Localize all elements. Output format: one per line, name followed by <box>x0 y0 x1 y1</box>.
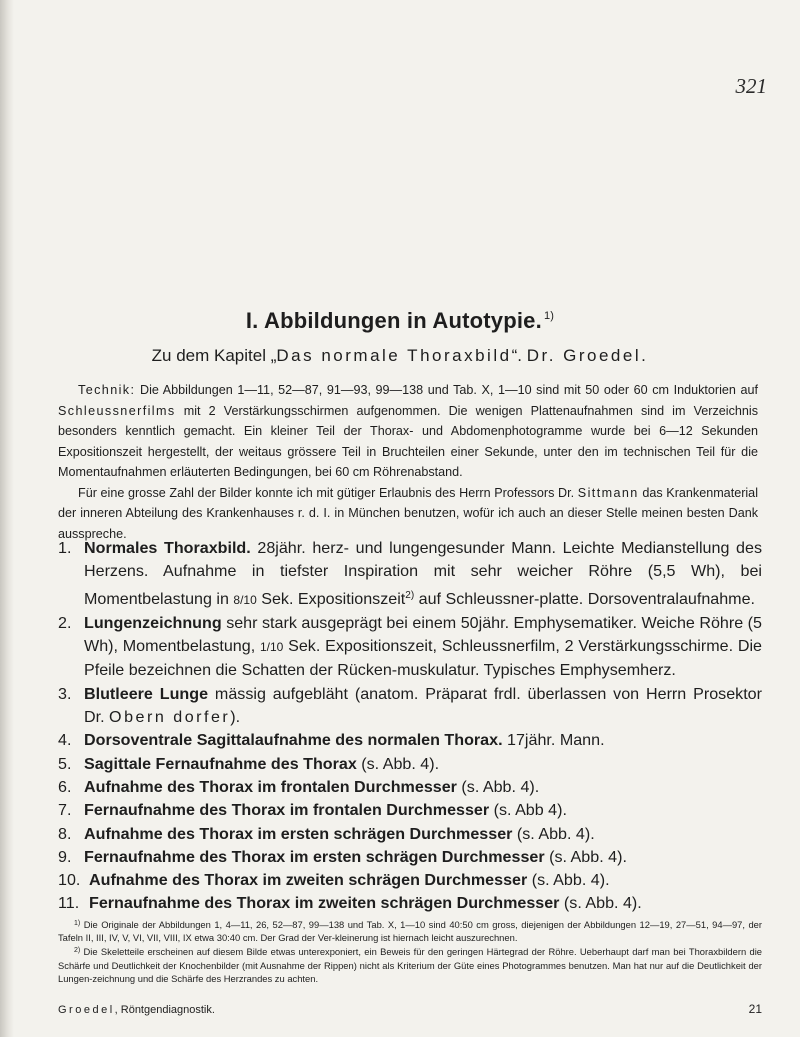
person-name: Obern dorfer <box>109 708 231 727</box>
figure-item <box>58 846 762 869</box>
item-number: 6. <box>58 777 72 796</box>
figure-item <box>58 753 762 776</box>
intro-text-run: Für eine grosse Zahl der Bilder konnte ich mit gütiger Erlaubnis des Herrn Professors Dr. <box>78 485 578 500</box>
item-title: Blutleere Lunge <box>84 684 209 703</box>
item-number: 4. <box>58 731 72 750</box>
intro-paragraph-thanks <box>58 483 758 545</box>
item-text: Sek. Expositionszeit, Schleussnerfilm, 2 Verstärkungsschirme. Die Pfeile bezeichnen die Schatten der Rücken-muskulatur. Typisches Emphysemherz. <box>84 637 762 680</box>
chapter-prefix: Zu dem Kapitel „ <box>151 346 277 365</box>
figure-item <box>58 776 762 799</box>
intro-text <box>58 380 758 544</box>
person-name: Sittmann <box>577 485 639 500</box>
item-text: 28jähr. herz- und lungengesunder Mann. Leichte Medianstellung des Herzens. Aufnahme in tiefster Inspiration mit sehr weicher Röhre (5,5 Wh), bei Momentbelastung in <box>84 539 762 608</box>
item-text: ). <box>230 708 241 727</box>
item-text: (s. Abb 4). <box>489 801 567 820</box>
chapter-title: Das normale Thoraxbild <box>276 346 512 365</box>
item-number: 11. <box>58 894 80 913</box>
item-number: 10. <box>58 871 81 890</box>
item-title: Fernaufnahme des Thorax im ersten schrägen Durchmesser <box>84 847 545 866</box>
chapter-line <box>0 346 800 366</box>
item-text: mässig aufgebläht (anatom. Präparat frdl. überlassen von Herrn Prosektor Dr. <box>84 684 762 727</box>
footnote-text: Die Skeletteile erscheinen auf diesem Bilde etwas unterexponiert, ein Beweis für den geringen Härtegrad der Röhre. Ueberhaupt darf man bei Thoraxbildern die Schärfe und Deutlichkeit der Knochenbilder (mit Ausnahme der Rippen) nicht als Kriterium der Güte eines Photogrammes benutzen. Man hat nur auf die Deutlichkeit der Lungen-zeichnung und die Schärfe des Herzrandes zu achten. <box>58 946 762 984</box>
chapter-author: Dr. Groedel. <box>526 346 649 365</box>
item-number: 2. <box>58 613 72 632</box>
item-fraction: 1/10 <box>259 640 284 655</box>
film-name: Schleussnerfilms <box>58 403 176 418</box>
footnote-mark: 2) <box>74 947 81 955</box>
figure-item <box>58 537 762 612</box>
technik-label: Technik: <box>78 383 136 397</box>
item-text: (s. Abb. 4). <box>559 894 642 913</box>
item-text: (s. Abb. 4). <box>527 871 610 890</box>
item-title: Fernaufnahme des Thorax im zweiten schrägen Durchmesser <box>89 894 560 913</box>
figure-item <box>58 823 762 846</box>
footer-author: Groedel <box>58 1004 115 1016</box>
figure-item <box>58 729 762 752</box>
item-fraction: 8/10 <box>233 592 257 607</box>
section-heading-text: I. Abbildungen in Autotypie. <box>245 308 542 333</box>
chapter-suffix: “. <box>511 346 522 365</box>
item-text: (s. Abb. 4). <box>544 847 627 866</box>
item-text: (s. Abb. 4). <box>356 754 440 773</box>
item-title: Aufnahme des Thorax im frontalen Durchmesser <box>84 777 457 796</box>
intro-paragraph-technik <box>58 380 758 483</box>
item-title: Lungenzeichnung <box>84 613 222 632</box>
item-number: 1. <box>58 539 72 557</box>
item-text: auf Schleussner-platte. Dorsoventralaufnahme. <box>414 589 756 608</box>
footer-signature <box>58 1004 215 1016</box>
intro-text-run: Die Abbildungen 1—11, 52—87, 91—93, 99—138 und Tab. X, 1—10 sind mit 50 oder 60 cm Induktorien auf <box>135 383 758 397</box>
footer-book: , Röntgendiagnostik. <box>114 1004 215 1016</box>
sheet-number: 21 <box>748 1002 762 1016</box>
footnote <box>58 944 762 985</box>
item-title: Sagittale Fernaufnahme des Thorax <box>84 754 357 773</box>
figure-list <box>58 537 762 916</box>
footnote-mark: 2) <box>405 589 415 601</box>
item-text: Sek. Expositionszeit <box>256 589 406 608</box>
item-number: 5. <box>58 754 72 773</box>
item-title: Aufnahme des Thorax im ersten schrägen Durchmesser <box>84 824 513 843</box>
page-number: 321 <box>735 74 767 98</box>
item-text: (s. Abb. 4). <box>456 777 540 796</box>
footnote-text: Die Originale der Abbildungen 1, 4—11, 26, 52—87, 99—138 und Tab. X, 1—10 sind 40:50 cm gross, diejenigen der Abbildungen 12—19, 27—51, 94—97, der Tafeln II, III, IV, V, VI, VII, VIII, IX etwa 30:40 cm. Der Grad der Ver-kleinerung ist hiernach leicht auszurechnen. <box>58 919 762 944</box>
item-title: Normales Thoraxbild. <box>84 539 251 557</box>
item-text: 17jähr. Mann. <box>502 731 605 750</box>
item-title: Dorsoventrale Sagittalaufnahme des normalen Thorax. <box>84 731 503 750</box>
figure-item <box>58 683 762 730</box>
page-binding-edge <box>0 0 14 1037</box>
item-title: Aufnahme des Thorax im zweiten schrägen Durchmesser <box>89 871 528 890</box>
item-number: 7. <box>58 801 72 820</box>
item-text: (s. Abb. 4). <box>512 824 595 843</box>
figure-item <box>58 612 762 683</box>
figure-item <box>58 799 762 822</box>
item-title: Fernaufnahme des Thorax im frontalen Durchmesser <box>84 801 490 820</box>
intro-text-run: das Krankenmaterial der inneren Abteilung des Krankenhauses r. d. I. in München benutzen, wofür ich auch an dieser Stelle meinen besten Dank ausspreche. <box>58 485 758 541</box>
section-heading <box>0 308 800 334</box>
footnote-mark: 1) <box>74 920 81 927</box>
footnote-mark: 1) <box>543 310 555 322</box>
item-number: 9. <box>58 847 72 866</box>
item-number: 8. <box>58 824 72 843</box>
figure-item <box>58 869 762 892</box>
figure-item <box>58 892 762 915</box>
item-number: 3. <box>58 684 72 703</box>
item-text: sehr stark ausgeprägt bei einem 50jähr. Emphysematiker. Weiche Röhre (5 Wh), Momentbelastung, <box>84 613 762 656</box>
intro-text-run: mit 2 Verstärkungsschirmen aufgenommen. Die wenigen Plattenaufnahmen sind im Verzeichnis besonders kenntlich gemacht. Ein kleiner Teil der Thorax- und Abdomenphotogramme wurde bei 6—12 Sekunden Expositionszeit hergestellt, der weitaus grössere Teil in Bruchteilen einer Sekunde, unter den im technischen Teil für die Momentaufnahmen erläuterten Bedingungen, bei 60 cm Röhrenabstand. <box>58 403 758 479</box>
footnotes <box>58 917 762 985</box>
footnote <box>58 917 762 944</box>
